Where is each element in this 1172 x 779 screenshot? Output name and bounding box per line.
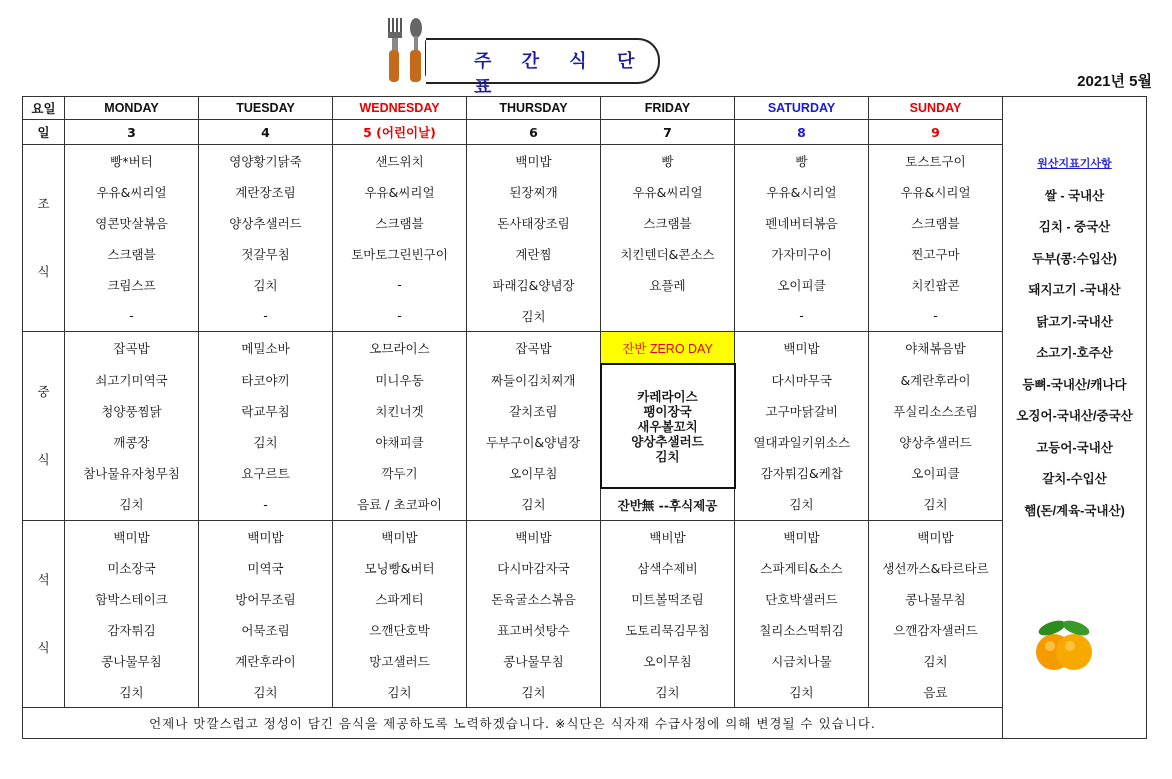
date-header: 9 xyxy=(869,120,1003,145)
date-header: 5 (어린이날) xyxy=(333,120,467,145)
breakfast-item: 계란장조림 xyxy=(199,176,333,207)
breakfast-item: 스크램블 xyxy=(333,207,467,238)
lunch-item: 오이무침 xyxy=(467,457,601,488)
dinner-item: 김치 xyxy=(467,676,601,708)
lunch-item: 참나물유자청무침 xyxy=(65,457,199,488)
dinner-item: 김치 xyxy=(65,676,199,708)
breakfast-item: 김치 xyxy=(199,269,333,300)
breakfast-item: 된장찌개 xyxy=(467,176,601,207)
breakfast-item: 우유&시리얼 xyxy=(735,176,869,207)
breakfast-item: 우유&씨리얼 xyxy=(601,176,735,207)
origin-list xyxy=(1003,97,1146,527)
friday-lunch-box xyxy=(601,364,735,488)
dinner-item: 백비밥 xyxy=(601,521,735,553)
breakfast-item: 치킨팝콘 xyxy=(869,269,1003,300)
lunch-item: 김치 xyxy=(199,426,333,457)
breakfast-item: 빵*버터 xyxy=(65,145,199,177)
dinner-item: 백비밥 xyxy=(467,521,601,553)
breakfast-item: 우유&시리얼 xyxy=(869,176,1003,207)
date-header: 4 xyxy=(199,120,333,145)
friday-lunch-item: 팽이장국 xyxy=(643,403,692,419)
dinner-item: 김치 xyxy=(735,676,869,708)
lunch-item: 잡곡밥 xyxy=(467,332,601,365)
dinner-item: 콩나물무침 xyxy=(65,645,199,676)
lunch-item: - xyxy=(199,488,333,521)
breakfast-item: 김치 xyxy=(467,300,601,332)
dinner-item: 오이무침 xyxy=(601,645,735,676)
lunch-item: 오이피클 xyxy=(869,457,1003,488)
origin-item: 쌀 - 국내산 xyxy=(1044,188,1105,203)
breakfast-item: 스크램블 xyxy=(601,207,735,238)
origin-item: 소고기-호주산 xyxy=(1036,346,1113,360)
day-label: 요일 xyxy=(23,97,65,120)
dinner-item: 음료 xyxy=(869,676,1003,708)
dinner-item: 어묵조림 xyxy=(199,614,333,645)
dinner-item: 함박스테이크 xyxy=(65,583,199,614)
lunch-item: 야채볶음밥 xyxy=(869,332,1003,365)
breakfast-item: 계란찜 xyxy=(467,238,601,269)
dinner-item: 스파게티&소스 xyxy=(735,552,869,583)
day-header: SATURDAY xyxy=(735,97,869,120)
breakfast-item: 백미밥 xyxy=(467,145,601,177)
day-header: TUESDAY xyxy=(199,97,333,120)
lunch-item: 김치 xyxy=(735,488,869,521)
dinner-item: 백미밥 xyxy=(199,521,333,553)
zero-day-badge: 잔반 ZERO DAY xyxy=(601,332,735,365)
lunch-item: 김치 xyxy=(467,488,601,521)
origin-item: 등뼈-국내산/캐나다 xyxy=(1022,377,1127,392)
lunch-item: 치킨너겟 xyxy=(333,395,467,426)
dinner-item: 백미밥 xyxy=(333,521,467,553)
dinner-item: 김치 xyxy=(333,676,467,708)
dinner-item: 단호박샐러드 xyxy=(735,583,869,614)
breakfast-item: 치킨텐더&콘소스 xyxy=(601,238,735,269)
lunch-item: 푸실리소스조림 xyxy=(869,395,1003,426)
dinner-item: 으깬감자샐러드 xyxy=(869,614,1003,645)
breakfast-item: 파래김&양념장 xyxy=(467,269,601,300)
breakfast-item: 빵 xyxy=(735,145,869,177)
breakfast-item: 스크램블 xyxy=(65,238,199,269)
dinner-item: 미소장국 xyxy=(65,552,199,583)
dinner-item: 모닝빵&버터 xyxy=(333,552,467,583)
breakfast-item: 샌드위치 xyxy=(333,145,467,177)
lunch-item: 잡곡밥 xyxy=(65,332,199,365)
dinner-item: 다시마감자국 xyxy=(467,552,601,583)
breakfast-item: 빵 xyxy=(601,145,735,177)
friday-lunch-item: 양상추샐러드 xyxy=(631,433,704,449)
dinner-item: 콩나물무침 xyxy=(869,583,1003,614)
breakfast-item: 오이피클 xyxy=(735,269,869,300)
dinner-item: 콩나물무침 xyxy=(467,645,601,676)
breakfast-item: - xyxy=(333,300,467,332)
dinner-item: 김치 xyxy=(869,645,1003,676)
dinner-item: 돈육굴소스볶음 xyxy=(467,583,601,614)
footer-note: 언제나 맛깔스럽고 정성이 담긴 음식을 제공하도록 노력하겠습니다. ※식단은 식자재 수급사정에 의해 변경될 수 있습니다. xyxy=(23,708,1003,739)
origin-item: 고등어-국내산 xyxy=(1036,440,1113,455)
dinner-item: 도토리묵김무침 xyxy=(601,614,735,645)
origin-item: 돼지고기 -국내산 xyxy=(1028,283,1121,297)
leftover-note: 잔반無 --후식제공 xyxy=(601,488,735,521)
dinner-item: 김치 xyxy=(601,676,735,708)
lunch-item: 다시마무국 xyxy=(735,364,869,395)
breakfast-item: 펜네버터볶음 xyxy=(735,207,869,238)
breakfast-item: - xyxy=(869,300,1003,332)
menu-table xyxy=(22,96,1147,739)
origin-item: 오징어-국내산/중국산 xyxy=(1016,409,1133,423)
lunch-item: 열대과일키위소스 xyxy=(735,426,869,457)
dinner-item: 칠리소스떡튀김 xyxy=(735,614,869,645)
dinner-item: 계란후라이 xyxy=(199,645,333,676)
dinner-label: 석 식 xyxy=(23,521,65,708)
origin-item: 닭고기-국내산 xyxy=(1036,314,1113,329)
friday-lunch-item: 카레라이스 xyxy=(637,388,698,404)
lunch-item: 야채피클 xyxy=(333,426,467,457)
breakfast-item: 영콘맛살볶음 xyxy=(65,207,199,238)
breakfast-item: 우유&씨리얼 xyxy=(65,176,199,207)
breakfast-item: - xyxy=(735,300,869,332)
lunch-item: 양상추샐러드 xyxy=(869,426,1003,457)
origin-item: 햄(돈/계육-국내산) xyxy=(1024,503,1125,518)
lunch-item: 음료 / 초코파이 xyxy=(333,488,467,521)
breakfast-item: - xyxy=(199,300,333,332)
day-header: WEDNESDAY xyxy=(333,97,467,120)
lunch-label: 중 식 xyxy=(23,332,65,521)
lunch-item: 김치 xyxy=(869,488,1003,521)
lunch-item: 쇠고기미역국 xyxy=(65,364,199,395)
dinner-item: 생선까스&타르타르 xyxy=(869,552,1003,583)
day-header: FRIDAY xyxy=(601,97,735,120)
breakfast-item: 양상추샐러드 xyxy=(199,207,333,238)
date-header: 3 xyxy=(65,120,199,145)
dinner-item: 망고샐러드 xyxy=(333,645,467,676)
breakfast-item: 돈사태장조림 xyxy=(467,207,601,238)
breakfast-item: 영양황기닭죽 xyxy=(199,145,333,177)
lunch-item: 타코야끼 xyxy=(199,364,333,395)
date-header: 7 xyxy=(601,120,735,145)
breakfast-item: 토스트구이 xyxy=(869,145,1003,177)
lunch-item: 짜들이김치찌개 xyxy=(467,364,601,395)
friday-lunch-item: 김치 xyxy=(655,448,680,464)
breakfast-item xyxy=(601,300,735,332)
lunch-item: &계란후라이 xyxy=(869,364,1003,395)
dinner-item: 표고버섯탕수 xyxy=(467,614,601,645)
breakfast-item: 스크램블 xyxy=(869,207,1003,238)
breakfast-item: 젓갈무침 xyxy=(199,238,333,269)
breakfast-item: 크림스프 xyxy=(65,269,199,300)
dinner-item: 백미밥 xyxy=(735,521,869,553)
origin-item: 갈치-수입산 xyxy=(1042,472,1107,486)
lunch-item: 깨콩장 xyxy=(65,426,199,457)
date-header: 8 xyxy=(735,120,869,145)
lunch-item: 요구르트 xyxy=(199,457,333,488)
dinner-item: 백미밥 xyxy=(65,521,199,553)
day-header: THURSDAY xyxy=(467,97,601,120)
dinner-item: 미역국 xyxy=(199,552,333,583)
date-label: 일 xyxy=(23,120,65,145)
day-header: SUNDAY xyxy=(869,97,1003,120)
lunch-item: 백미밥 xyxy=(735,332,869,365)
friday-lunch-item: 새우볼꼬치 xyxy=(637,418,698,434)
breakfast-item: 가자미구이 xyxy=(735,238,869,269)
lunch-item: 김치 xyxy=(65,488,199,521)
dinner-item: 시금치나물 xyxy=(735,645,869,676)
lunch-item: 락교무침 xyxy=(199,395,333,426)
dinner-item: 백미밥 xyxy=(869,521,1003,553)
breakfast-item: - xyxy=(333,269,467,300)
dinner-item: 미트볼떡조림 xyxy=(601,583,735,614)
orange-fruit-icon xyxy=(1030,612,1096,678)
dinner-item: 방어무조림 xyxy=(199,583,333,614)
month-label: 2021년 5월 xyxy=(1077,73,1152,90)
page-title: 주 간 식 단 표 xyxy=(474,51,647,98)
dinner-item: 김치 xyxy=(199,676,333,708)
lunch-item: 메밀소바 xyxy=(199,332,333,365)
origin-title: 원산지표기사항 xyxy=(1037,158,1112,170)
lunch-item: 청양풍찜닭 xyxy=(65,395,199,426)
day-header: MONDAY xyxy=(65,97,199,120)
dinner-item: 삼색수제비 xyxy=(601,552,735,583)
lunch-item: 갈치조림 xyxy=(467,395,601,426)
dinner-item: 감자튀김 xyxy=(65,614,199,645)
lunch-item: 깍두기 xyxy=(333,457,467,488)
dinner-item: 스파게티 xyxy=(333,583,467,614)
breakfast-label: 조 식 xyxy=(23,145,65,332)
origin-item: 김치 - 중국산 xyxy=(1038,220,1111,234)
lunch-item: 두부구이&양념장 xyxy=(467,426,601,457)
breakfast-item: 우유&씨리얼 xyxy=(333,176,467,207)
breakfast-item: 요플레 xyxy=(601,269,735,300)
origin-item: 두부(콩:수입산) xyxy=(1032,251,1117,266)
date-header: 6 xyxy=(467,120,601,145)
dinner-item: 으깬단호박 xyxy=(333,614,467,645)
lunch-item: 고구마닭갈비 xyxy=(735,395,869,426)
lunch-item: 감자튀김&케찹 xyxy=(735,457,869,488)
breakfast-item: - xyxy=(65,300,199,332)
title-banner xyxy=(370,14,690,98)
lunch-item: 오므라이스 xyxy=(333,332,467,365)
lunch-item: 미니우동 xyxy=(333,364,467,395)
breakfast-item: 찐고구마 xyxy=(869,238,1003,269)
breakfast-item: 토마토그린빈구이 xyxy=(333,238,467,269)
